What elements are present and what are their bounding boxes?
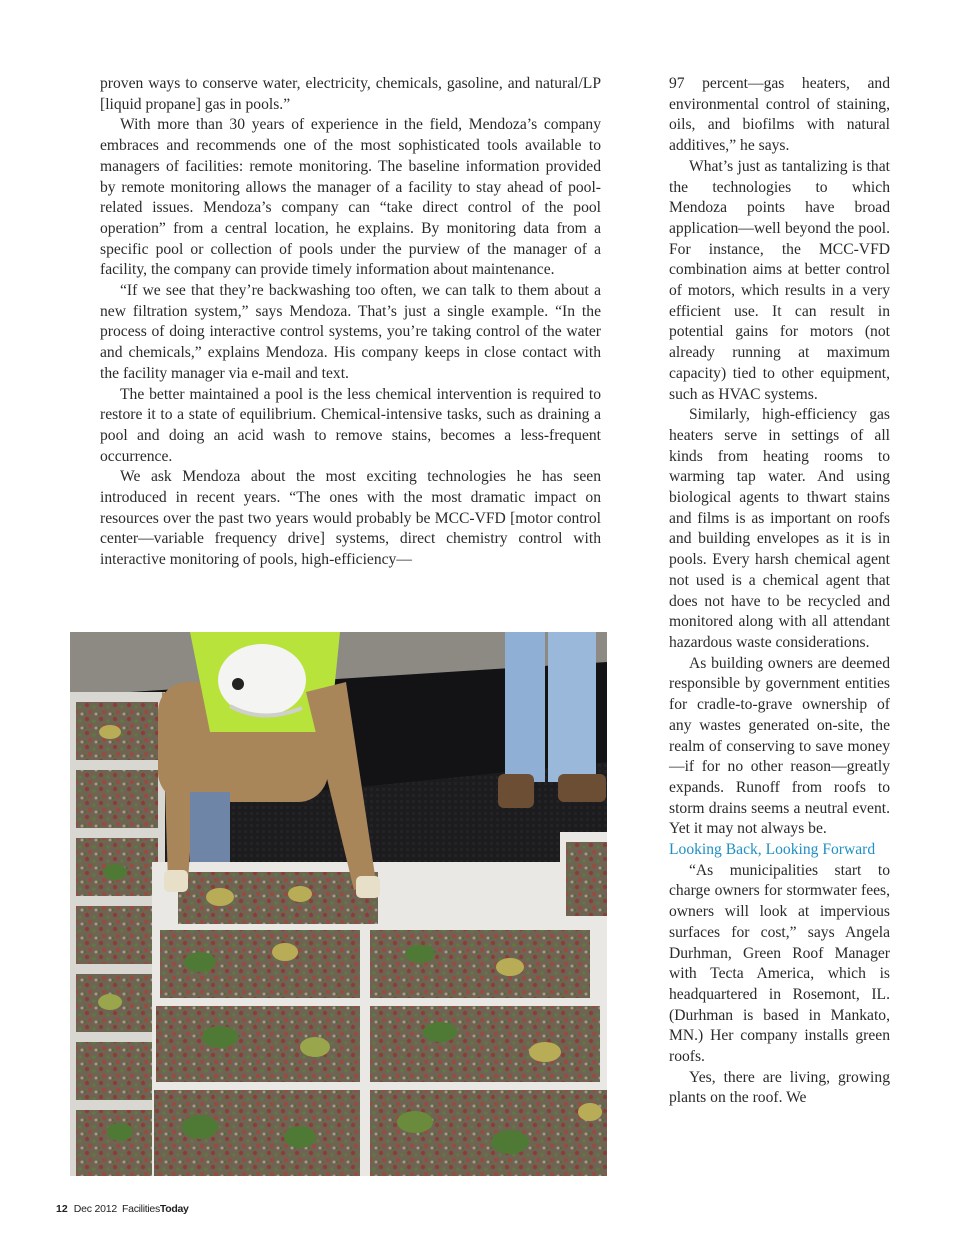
paragraph: “As municipalities start to charge owners for stormwater fees, owners will look at impervious surfaces for cost,” says Angela Durhman, Green Roof Manager with Tecta America, which is headquartered in Rosemont, IL. (Durhman is based in Mankato, MN.) Her company installs green roofs. bbox=[669, 861, 890, 1066]
right-text-column bbox=[669, 74, 890, 1109]
brand-name-light: Facilities bbox=[122, 1203, 160, 1215]
paragraph: As building owners are deemed responsible by government entities for cradle-to-grave ownership of any wastes generated on-site, the realm of conserving to save money—if for no other reason—greatly expands. Runoff from roofs to storm drains seems a neutral event. Yet it may not always be. bbox=[669, 654, 890, 838]
paragraph: proven ways to conserve water, electricity, chemicals, gasoline, and natural/LP [liquid propane] gas in pools.” bbox=[100, 75, 601, 113]
paragraph: 97 percent—gas heaters, and environmental control of staining, oils, and biofilms with natural additives,” he says. bbox=[669, 75, 890, 155]
paragraph: “If we see that they’re backwashing too often, we can talk to them about a new filtration system,” says Mendoza. That’s just a single example. “In the process of doing interactive control systems, you’re taking control of the water and chemicals,” explains Mendoza. His company keeps in close contact with the facility manager via e-mail and text. bbox=[100, 282, 601, 382]
issue-date: Dec 2012 bbox=[73, 1203, 118, 1215]
paragraph: With more than 30 years of experience in the field, Mendoza’s company embraces and recommends one of the most sophisticated tools available to managers of facilities: remote monitoring. The baseline information provided by remote monitoring allows the manager of a facility to stay ahead of pool-related issues. Mendoza’s company can “take direct control of the pool operation” from a central location, he explains. By monitoring data from a specific pool or collection of pools under the purview of the manager of a facility, the company can provide timely information about maintenance. bbox=[100, 116, 601, 279]
green-roof-photo bbox=[70, 632, 607, 1176]
paragraph: What’s just as tantalizing is that the technologies to which Mendoza points have broad application—well beyond the pool. For instance, the MCC-VFD combination aims at better control of motors, which results in a very efficient use. It can result in potential gains for motors (not already running at maximum capacity) tied to other equipment, such as HVAC systems. bbox=[669, 157, 890, 403]
page-footer bbox=[56, 1203, 189, 1215]
paragraph: Similarly, high-efficiency gas heaters serve in settings of all kinds from heating rooms to warming tap water. And using biological agents to thwart stains and films is as important on roofs and building envelopes as it is in pools. Every harsh chemical agent not used is a chemical agent that does not have to be recycled and monitored along with all attendant hazardous waste considerations. bbox=[669, 406, 890, 651]
paragraph: We ask Mendoza about the most exciting technologies he has seen introduced in recent years. “The ones with the most dramatic impact on resources over the past two years would probably be MCC-VFD [motor control center—variable frequency drive] systems, direct chemistry control with interactive monitoring of pools, high-efficiency— bbox=[100, 468, 601, 569]
section-subheading: Looking Back, Looking Forward bbox=[669, 841, 876, 859]
standing-worker-legs bbox=[498, 632, 606, 808]
brand-name-bold: Today bbox=[159, 1203, 189, 1215]
left-tray-column bbox=[70, 692, 165, 1176]
page-number: 12 bbox=[56, 1203, 68, 1215]
paragraph: Yes, there are living, growing plants on the roof. We bbox=[669, 1068, 890, 1107]
left-text-column bbox=[100, 74, 601, 571]
paragraph: The better maintained a pool is the less chemical intervention is required to restore it to a state of equilibrium. Chemical-intensive tasks, such as draining a pool and doing an acid wash to remove stains, becomes a less-frequent occurrence. bbox=[100, 385, 601, 465]
